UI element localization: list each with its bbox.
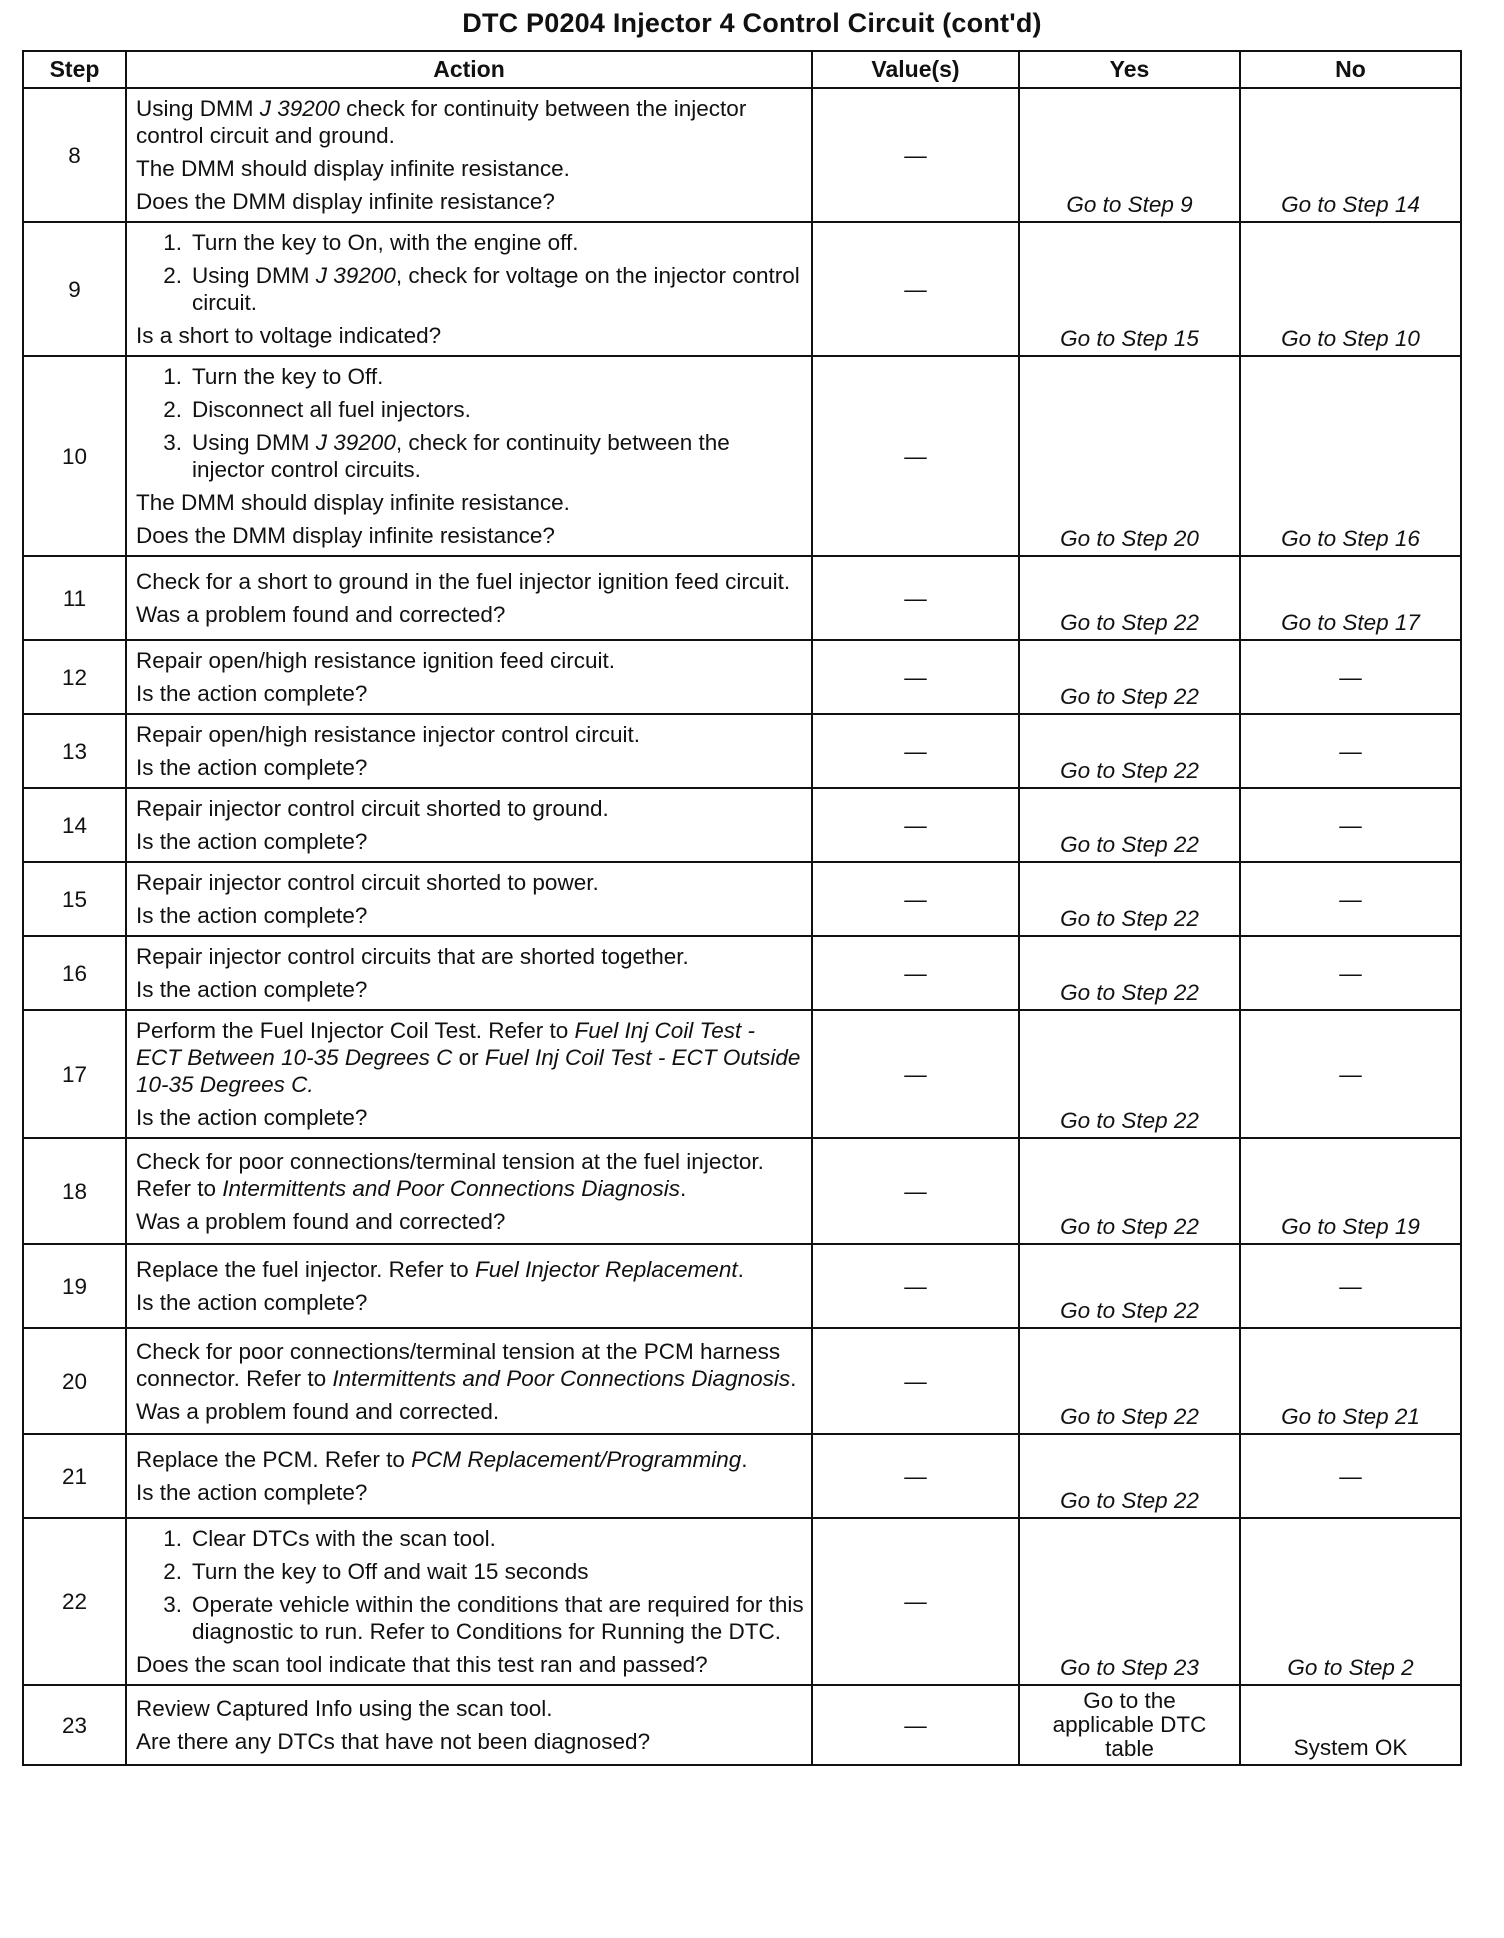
action-text: Turn the key to On, with the engine off. xyxy=(192,230,579,255)
action-text: Is the action complete? xyxy=(136,1480,368,1505)
yes-outcome: Go to Step 22 xyxy=(1019,640,1240,714)
table-row xyxy=(23,788,1461,862)
list-number: 3. xyxy=(163,430,182,455)
action-text: Is the action complete? xyxy=(136,755,368,780)
yes-outcome: Go to Step 22 xyxy=(1019,1138,1240,1244)
value-cell: — xyxy=(812,556,1019,640)
action-text: Repair injector control circuits that are shorted together. xyxy=(136,944,689,969)
action-paragraph xyxy=(136,322,805,349)
action-paragraph xyxy=(136,1208,805,1235)
action-text: , check for continuity between the injector control circuits. xyxy=(192,430,730,482)
action-text: Was a problem found and corrected? xyxy=(136,1208,506,1234)
action-cell xyxy=(126,1434,812,1518)
step-number: 15 xyxy=(23,862,126,936)
action-text: Repair open/high resistance ignition feed circuit. xyxy=(136,648,616,673)
yes-outcome: Go to Step 20 xyxy=(1019,356,1240,556)
no-outcome: — xyxy=(1240,936,1461,1010)
no-outcome: — xyxy=(1240,1244,1461,1328)
action-paragraph xyxy=(136,943,805,970)
action-paragraph xyxy=(136,1256,805,1283)
action-text: , check for voltage on the injector control circuit. xyxy=(192,263,800,315)
action-text: Is the action complete? xyxy=(136,1290,368,1315)
list-item xyxy=(136,262,805,316)
yes-outcome: Go to Step 22 xyxy=(1019,714,1240,788)
list-number: 2. xyxy=(163,1559,182,1584)
action-text: Was a problem found and corrected? xyxy=(136,602,506,627)
list-item xyxy=(136,1525,805,1552)
page-title: DTC P0204 Injector 4 Control Circuit (cont'd) xyxy=(462,8,1042,38)
step-number: 17 xyxy=(23,1010,126,1138)
no-outcome: Go to Step 21 xyxy=(1240,1328,1461,1434)
table-row xyxy=(23,936,1461,1010)
table-header-row xyxy=(23,51,1461,88)
header-yes: Yes xyxy=(1019,51,1240,88)
reference-text: J 39200 xyxy=(315,263,396,288)
list-text xyxy=(192,229,805,256)
action-paragraph xyxy=(136,647,805,674)
step-number: 18 xyxy=(23,1138,126,1244)
reference-text: Fuel Inj Coil Test - ECT Between 10-35 Degrees C xyxy=(136,1018,755,1070)
action-text: Is the action complete? xyxy=(136,681,368,706)
action-paragraph xyxy=(136,869,805,896)
value-cell: — xyxy=(812,936,1019,1010)
action-paragraph xyxy=(136,721,805,748)
action-text: Perform the Fuel Injector Coil Test. Refer to xyxy=(136,1018,575,1043)
reference-text: J 39200 xyxy=(259,96,340,121)
action-text: Replace the fuel injector. Refer to xyxy=(136,1257,475,1282)
list-item xyxy=(136,1558,805,1585)
action-cell xyxy=(126,936,812,1010)
list-item xyxy=(136,363,805,390)
action-paragraph xyxy=(136,828,805,855)
value-cell: — xyxy=(812,788,1019,862)
list-number: 1. xyxy=(163,230,182,255)
list-text xyxy=(192,1591,805,1645)
list-item xyxy=(136,229,805,256)
no-outcome: — xyxy=(1240,788,1461,862)
action-paragraph xyxy=(136,680,805,707)
action-text: Was a problem found and corrected. xyxy=(136,1398,500,1424)
action-text: Does the scan tool indicate that this test ran and passed? xyxy=(136,1652,708,1677)
list-text xyxy=(192,429,805,483)
table-row xyxy=(23,356,1461,556)
action-cell xyxy=(126,1010,812,1138)
table-row xyxy=(23,1328,1461,1434)
no-outcome: — xyxy=(1240,714,1461,788)
action-paragraph xyxy=(136,1446,805,1473)
action-text: Operate vehicle within the conditions that are required for this diagnostic to run. Refer to Conditions for Running the DTC. xyxy=(192,1592,804,1644)
list-item xyxy=(136,429,805,483)
yes-outcome: Go to Step 15 xyxy=(1019,222,1240,356)
list-number: 3. xyxy=(163,1592,182,1617)
action-text: . xyxy=(737,1257,744,1282)
action-paragraph xyxy=(136,522,805,549)
table-row xyxy=(23,88,1461,222)
value-cell: — xyxy=(812,222,1019,356)
reference-text: Fuel Inj Coil Test - ECT Outside 10-35 Degrees C. xyxy=(136,1045,801,1097)
action-paragraph xyxy=(136,1289,805,1316)
action-text: Using DMM xyxy=(192,430,316,455)
action-cell xyxy=(126,1244,812,1328)
table-row xyxy=(23,714,1461,788)
action-text: Replace the PCM. Refer to xyxy=(136,1447,412,1472)
list-item xyxy=(136,1591,805,1645)
step-number: 21 xyxy=(23,1434,126,1518)
table-row xyxy=(23,1244,1461,1328)
action-text: Repair open/high resistance injector control circuit. xyxy=(136,722,640,747)
value-cell: — xyxy=(812,714,1019,788)
action-text: Is the action complete? xyxy=(136,1105,368,1130)
action-paragraph xyxy=(136,95,805,149)
step-number: 10 xyxy=(23,356,126,556)
table-row xyxy=(23,1685,1461,1765)
action-text: Is the action complete? xyxy=(136,829,368,854)
value-cell: — xyxy=(812,862,1019,936)
no-outcome: — xyxy=(1240,640,1461,714)
action-text: Turn the key to Off and wait 15 seconds xyxy=(192,1559,589,1584)
action-cell xyxy=(126,640,812,714)
list-text xyxy=(192,262,805,316)
table-row xyxy=(23,1010,1461,1138)
value-cell: — xyxy=(812,1518,1019,1685)
yes-outcome: Go to Step 22 xyxy=(1019,556,1240,640)
action-paragraph xyxy=(136,1338,805,1392)
action-paragraph xyxy=(136,754,805,781)
action-paragraph xyxy=(136,155,805,182)
action-text: Repair injector control circuit shorted to ground. xyxy=(136,796,609,821)
action-paragraph xyxy=(136,795,805,822)
value-cell: — xyxy=(812,1138,1019,1244)
action-cell xyxy=(126,222,812,356)
header-no: No xyxy=(1240,51,1461,88)
action-paragraph xyxy=(136,188,805,215)
header-step: Step xyxy=(23,51,126,88)
list-number: 1. xyxy=(163,1526,182,1551)
yes-outcome: Go to Step 9 xyxy=(1019,88,1240,222)
action-cell xyxy=(126,88,812,222)
action-text: Are there any DTCs that have not been diagnosed? xyxy=(136,1729,651,1754)
step-number: 14 xyxy=(23,788,126,862)
no-outcome: Go to Step 2 xyxy=(1240,1518,1461,1685)
action-paragraph xyxy=(136,1728,805,1755)
value-cell: — xyxy=(812,1244,1019,1328)
yes-outcome: Go to Step 22 xyxy=(1019,1010,1240,1138)
no-outcome: Go to Step 16 xyxy=(1240,356,1461,556)
action-paragraph xyxy=(136,568,805,595)
action-paragraph xyxy=(136,902,805,929)
table-row xyxy=(23,556,1461,640)
action-text: Repair injector control circuit shorted to power. xyxy=(136,870,599,895)
action-text: . xyxy=(680,1175,687,1201)
step-number: 23 xyxy=(23,1685,126,1765)
action-text: Check for poor connections/terminal tension at the fuel injector. Refer to xyxy=(136,1148,764,1201)
action-text: Disconnect all fuel injectors. xyxy=(192,397,471,422)
value-cell: — xyxy=(812,1434,1019,1518)
reference-text: Intermittents and Poor Connections Diagnosis xyxy=(222,1175,681,1201)
action-paragraph xyxy=(136,601,805,628)
no-outcome: — xyxy=(1240,1434,1461,1518)
reference-text: J 39200 xyxy=(315,430,396,455)
value-cell: — xyxy=(812,88,1019,222)
action-paragraph xyxy=(136,976,805,1003)
action-text: Review Captured Info using the scan tool. xyxy=(136,1696,553,1721)
action-paragraph xyxy=(136,1104,805,1131)
header-action: Action xyxy=(126,51,812,88)
action-cell xyxy=(126,714,812,788)
yes-outcome: Go to Step 22 xyxy=(1019,1328,1240,1434)
list-text xyxy=(192,1525,805,1552)
list-text xyxy=(192,1558,805,1585)
reference-text: PCM Replacement/Programming xyxy=(411,1447,742,1472)
action-cell xyxy=(126,862,812,936)
table-row xyxy=(23,1434,1461,1518)
action-text: Clear DTCs with the scan tool. xyxy=(192,1526,496,1551)
no-outcome: Go to Step 19 xyxy=(1240,1138,1461,1244)
action-cell xyxy=(126,1138,812,1244)
action-paragraph xyxy=(136,489,805,516)
diagnostic-table xyxy=(22,50,1462,1766)
table-body xyxy=(23,88,1461,1765)
action-paragraph xyxy=(136,1695,805,1722)
no-outcome: — xyxy=(1240,862,1461,936)
table-row xyxy=(23,640,1461,714)
yes-outcome: Go to the applicable DTC table xyxy=(1019,1685,1240,1765)
action-text: check for continuity between the injector control circuit and ground. xyxy=(136,96,747,148)
yes-outcome: Go to Step 22 xyxy=(1019,1434,1240,1518)
no-outcome: Go to Step 14 xyxy=(1240,88,1461,222)
action-text: . xyxy=(790,1365,797,1391)
yes-outcome: Go to Step 22 xyxy=(1019,862,1240,936)
yes-outcome: Go to Step 22 xyxy=(1019,1244,1240,1328)
step-number: 9 xyxy=(23,222,126,356)
header-values: Value(s) xyxy=(812,51,1019,88)
step-number: 22 xyxy=(23,1518,126,1685)
action-text: or xyxy=(452,1045,485,1070)
action-paragraph xyxy=(136,1398,805,1425)
step-number: 20 xyxy=(23,1328,126,1434)
no-outcome: System OK xyxy=(1240,1685,1461,1765)
action-text: Turn the key to Off. xyxy=(192,364,384,389)
reference-text: Intermittents and Poor Connections Diagnosis xyxy=(332,1365,791,1391)
value-cell: — xyxy=(812,1010,1019,1138)
no-outcome: Go to Step 10 xyxy=(1240,222,1461,356)
action-text: . xyxy=(741,1447,748,1472)
yes-outcome: Go to Step 22 xyxy=(1019,788,1240,862)
action-text: Check for a short to ground in the fuel injector ignition feed circuit. xyxy=(136,569,791,594)
action-text: Is a short to voltage indicated? xyxy=(136,323,442,348)
list-number: 2. xyxy=(163,397,182,422)
action-text: Does the DMM display infinite resistance? xyxy=(136,523,555,548)
yes-outcome: Go to Step 22 xyxy=(1019,936,1240,1010)
action-paragraph xyxy=(136,1651,805,1678)
step-number: 8 xyxy=(23,88,126,222)
action-text: The DMM should display infinite resistance. xyxy=(136,156,570,181)
list-text xyxy=(192,396,805,423)
action-cell xyxy=(126,1328,812,1434)
list-text xyxy=(192,363,805,390)
table-row xyxy=(23,1518,1461,1685)
action-text: Does the DMM display infinite resistance? xyxy=(136,189,555,214)
action-paragraph xyxy=(136,1148,805,1202)
step-number: 13 xyxy=(23,714,126,788)
step-number: 19 xyxy=(23,1244,126,1328)
action-text: Using DMM xyxy=(136,96,260,121)
action-cell xyxy=(126,1518,812,1685)
step-number: 16 xyxy=(23,936,126,1010)
step-number: 11 xyxy=(23,556,126,640)
list-number: 1. xyxy=(163,364,182,389)
action-cell xyxy=(126,356,812,556)
action-text: Is the action complete? xyxy=(136,903,368,928)
yes-outcome: Go to Step 23 xyxy=(1019,1518,1240,1685)
table-row xyxy=(23,862,1461,936)
action-text: Using DMM xyxy=(192,263,316,288)
table-row xyxy=(23,222,1461,356)
action-text: Check for poor connections/terminal tension at the PCM harness connector. Refer to xyxy=(136,1338,781,1391)
no-outcome: Go to Step 17 xyxy=(1240,556,1461,640)
value-cell: — xyxy=(812,1328,1019,1434)
table-row xyxy=(23,1138,1461,1244)
no-outcome: — xyxy=(1240,1010,1461,1138)
value-cell: — xyxy=(812,1685,1019,1765)
value-cell: — xyxy=(812,640,1019,714)
action-text: The DMM should display infinite resistance. xyxy=(136,490,570,515)
reference-text: Fuel Injector Replacement xyxy=(474,1257,738,1282)
list-item xyxy=(136,396,805,423)
step-number: 12 xyxy=(23,640,126,714)
action-cell xyxy=(126,788,812,862)
action-text: Is the action complete? xyxy=(136,977,368,1002)
action-paragraph xyxy=(136,1017,805,1098)
action-cell xyxy=(126,556,812,640)
action-paragraph xyxy=(136,1479,805,1506)
action-cell xyxy=(126,1685,812,1765)
list-number: 2. xyxy=(163,263,182,288)
value-cell: — xyxy=(812,356,1019,556)
